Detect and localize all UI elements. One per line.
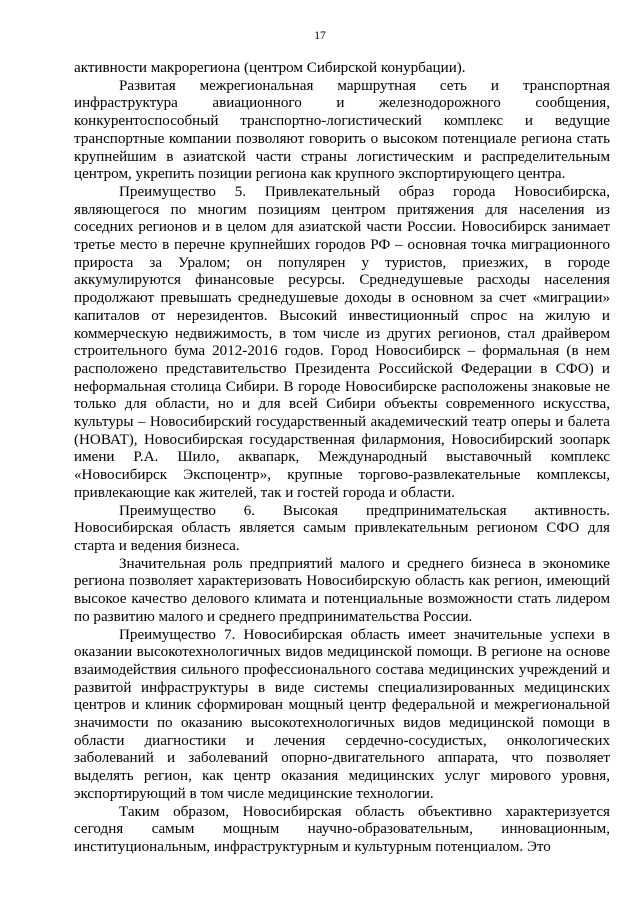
paragraph-continuation: активности макрорегиона (центром Сибирской конурбации). — [74, 60, 466, 76]
paragraph-transport: Развитая межрегиональная маршрутная сеть и транспортная инфраструктура авиационного и железнодорожного сообщения, конкурентоспособный транспортно-логистический комплекс и ведущие транспортные компании позволяют говорить о высоком потенциале региона стать крупнейшим в азиатской части страны логистическим и распределительным центром, укрепить позиции региона как крупного экспортирующего центра. — [74, 77, 610, 183]
paragraph-advantage-7: Преимущество 7. Новосибирская область имеет значительные успехи в оказании высокотехнологичных видов медицинской помощи. В регионе на основе взаимодействия сильного профессионального состава медицинских учреждений и развитой инфраструктуры в виде системы специализированных медицинских центров и клиник сформирован мощный центр федеральной и межрегиональной значимости по оказанию высокотехнологичных видов медицинской помощи в области диагностики и лечения сердечно-сосудистых, онкологических заболеваний и заболеваний опорно-двигательного аппарата, что позволяет выделять регион, как центр оказания медицинских услуг мирового уровня, экспортирующий в том числе медицинские технологии. — [74, 626, 610, 802]
paragraph-advantage-5: Преимущество 5. Привлекательный образ города Новосибирска, являющегося по многим позициям центром притяжения для населения из соседних регионов и в целом для азиатской части России. Новосибирск занимает третье место в перечне крупнейших городов РФ – основная точка миграционного прироста за Уралом; он популярен у туристов, приезжих, в городе аккумулируются финансовые ресурсы. Среднедушевые расходы населения продолжают превышать среднедушевые доходы в основном за счет «миграции» капиталов от нерезидентов. Высокий инвестиционный спрос на жилую и коммерческую недвижимость, в том числе из других регионов, стал драйвером строительного бума 2012-2016 годов. Город Новосибирск – формальная (в нем расположено представительство Президента Российской Федерации в СФО) и неформальная столица Сибири. В городе Новосибирске расположены знаковые не только для области, но и для всей Сибири объекты современного искусства, культуры – Новосибирский государственный академический театр оперы и балета (НОВАТ), Новосибирская государственная филармония, Новосибирский зоопарк имени Р.А. Шило, аквапарк, Международный выставочный комплекс «Новосибирск Экспоцентр», крупные торгово-развлекательные комплексы, привлекающие как жителей, так и гостей города и области. — [74, 183, 610, 501]
paragraph-advantage-6: Преимущество 6. Высокая предпринимательская активность. Новосибирская область является самым привлекательным регионом СФО для старта и ведения бизнеса. — [74, 502, 610, 554]
page-number: 17 — [314, 30, 326, 42]
paragraph-conclusion: Таким образом, Новосибирская область объективно характеризуется сегодня самым мощным научно-образовательным, инновационным, институциональным, инфраструктурным и культурным потенциалом. Это — [74, 803, 610, 855]
paragraph-small-business: Значительная роль предприятий малого и среднего бизнеса в экономике региона позволяет характеризовать Новосибирскую область как регион, имеющий высокое качество делового климата и потенциальные возможности стать лидером по развитию малого и среднего предпринимательства России. — [74, 555, 610, 625]
body-text — [74, 60, 610, 857]
